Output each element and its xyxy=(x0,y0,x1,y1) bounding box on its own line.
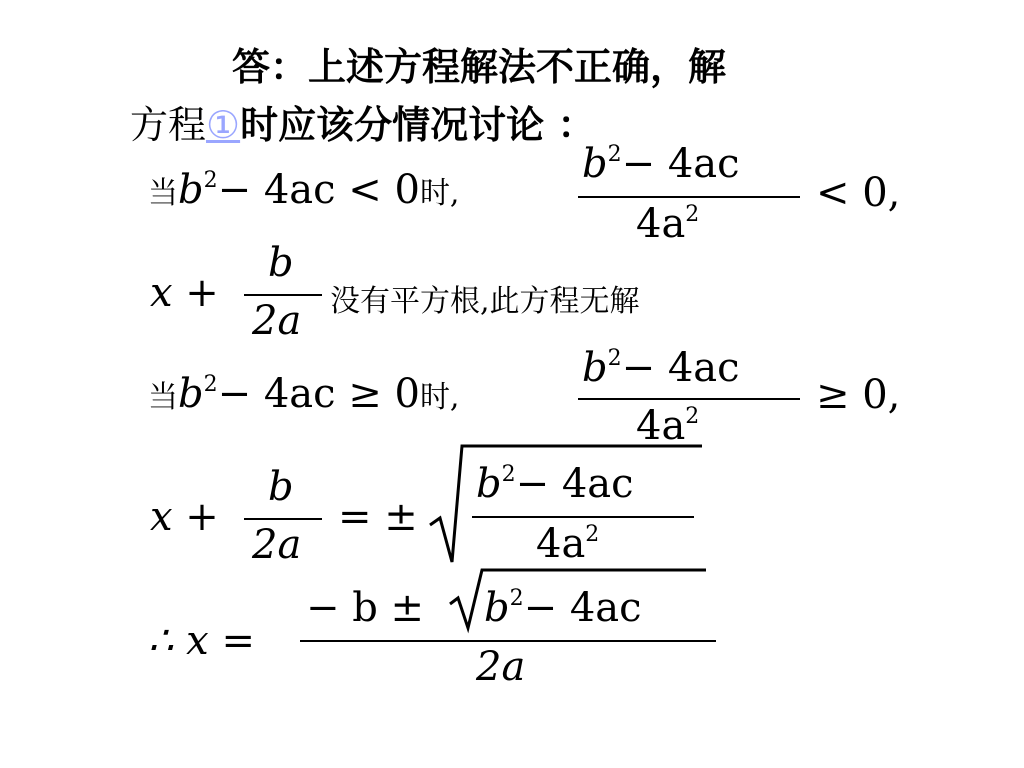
case1-relation: < 0, xyxy=(816,170,901,216)
exponent: 2 xyxy=(585,522,600,547)
exponent: 2 xyxy=(685,202,700,227)
den-expr: 4a xyxy=(636,201,686,247)
line5-radical xyxy=(450,570,706,628)
var-b: b xyxy=(178,167,204,213)
line2-text: 没有平方根,此方程无解 xyxy=(330,284,640,319)
num-prefix: − b ± xyxy=(306,585,425,631)
dang-label: 当 xyxy=(148,380,178,415)
den-expr: 4a xyxy=(636,403,686,449)
num-expr: − 4ac xyxy=(515,461,634,507)
exponent: 2 xyxy=(607,346,622,371)
answer-heading-line1: 答：上述方程解法不正确，解 xyxy=(232,45,727,89)
exponent: 2 xyxy=(203,372,218,397)
num-expr: − 4ac xyxy=(523,585,642,631)
var-b: b xyxy=(178,371,204,417)
case1-cond-expr: − 4ac < 0 xyxy=(217,167,420,213)
heading-suffix: 时应该分情况讨论 ： xyxy=(240,103,596,147)
shi-label: 时, xyxy=(419,176,460,211)
line5-lhs: ∴ x = xyxy=(148,618,255,664)
num-expr: − 4ac xyxy=(621,141,740,187)
var-b: b xyxy=(582,141,608,187)
exponent: 2 xyxy=(607,142,622,167)
shi-label: 时, xyxy=(419,380,460,415)
var-b: b xyxy=(484,585,510,631)
exponent: 2 xyxy=(203,168,218,193)
case2-cond-expr: − 4ac ≥ 0 xyxy=(217,371,420,417)
exponent: 2 xyxy=(685,404,700,429)
var-b: b xyxy=(582,345,608,391)
line2-frac-den: 2a xyxy=(252,298,302,344)
line4-frac-num: b xyxy=(268,464,294,510)
line4-lhs: x + xyxy=(150,494,219,540)
case2-relation: ≥ 0, xyxy=(816,372,901,418)
num-expr: − 4ac xyxy=(621,345,740,391)
heading-prefix: 方程 xyxy=(130,103,207,147)
equation-ref-link[interactable]: ① xyxy=(206,103,241,147)
exponent: 2 xyxy=(509,586,524,611)
dang-label: 当 xyxy=(148,176,178,211)
line2-frac-num: b xyxy=(268,240,294,286)
line4-frac-den: 2a xyxy=(252,522,302,568)
exponent: 2 xyxy=(501,462,516,487)
line5-den: 2a xyxy=(476,644,526,690)
line2-lhs: x + xyxy=(150,270,219,316)
var-b: b xyxy=(476,461,502,507)
line4-eq-pm: = ± xyxy=(338,494,418,540)
line4-radical xyxy=(430,446,702,562)
den-expr: 4a xyxy=(536,521,586,567)
